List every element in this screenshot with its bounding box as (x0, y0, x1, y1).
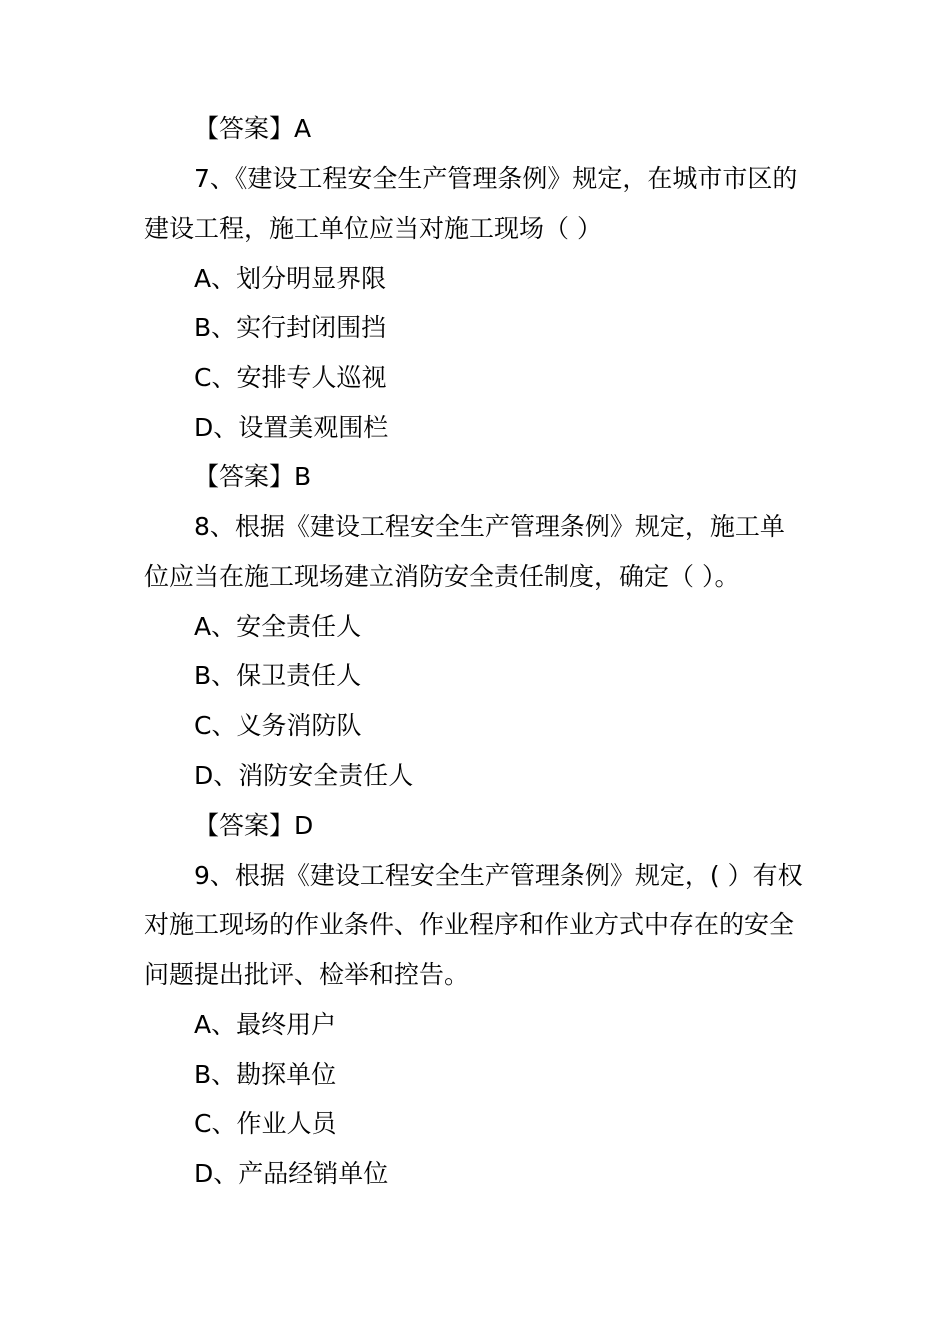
question-7-text-cont: 建设工程，施工单位应当对施工现场（ ） (144, 214, 602, 243)
question-8-option-d: D、消防安全责任人 (194, 761, 414, 790)
answer-label: 【答案】A (194, 114, 312, 143)
question-8-option-a: A、安全责任人 (194, 612, 362, 641)
question-7-answer: 【答案】B (194, 462, 312, 491)
question-8-text-cont: 位应当在施工现场建立消防安全责任制度，确定（ ）。 (144, 562, 740, 591)
question-8-text: 8、根据《建设工程安全生产管理条例》规定，施工单 (194, 512, 785, 541)
question-7-option-c: C、安排专人巡视 (194, 363, 387, 392)
question-9-text-cont-2: 问题提出批评、检举和控告。 (144, 960, 470, 989)
question-9-text-cont: 对施工现场的作业条件、作业程序和作业方式中存在的安全 (144, 910, 795, 939)
question-9-option-d: D、产品经销单位 (194, 1159, 389, 1188)
question-7-text: 7、《建设工程安全生产管理条例》规定，在城市市区的 (194, 164, 798, 193)
question-9-option-a: A、最终用户 (194, 1010, 337, 1039)
question-9-option-c: C、作业人员 (194, 1109, 337, 1138)
question-8-answer: 【答案】D (194, 811, 314, 840)
question-9-text: 9、根据《建设工程安全生产管理条例》规定，( ）有权 (194, 861, 803, 890)
question-8-option-c: C、义务消防队 (194, 711, 362, 740)
question-7-option-d: D、设置美观围栏 (194, 413, 389, 442)
question-9-option-b: B、勘探单位 (194, 1060, 337, 1089)
question-8-option-b: B、保卫责任人 (194, 661, 362, 690)
question-7-option-a: A、划分明显界限 (194, 264, 387, 293)
question-7-option-b: B、实行封闭围挡 (194, 313, 387, 342)
